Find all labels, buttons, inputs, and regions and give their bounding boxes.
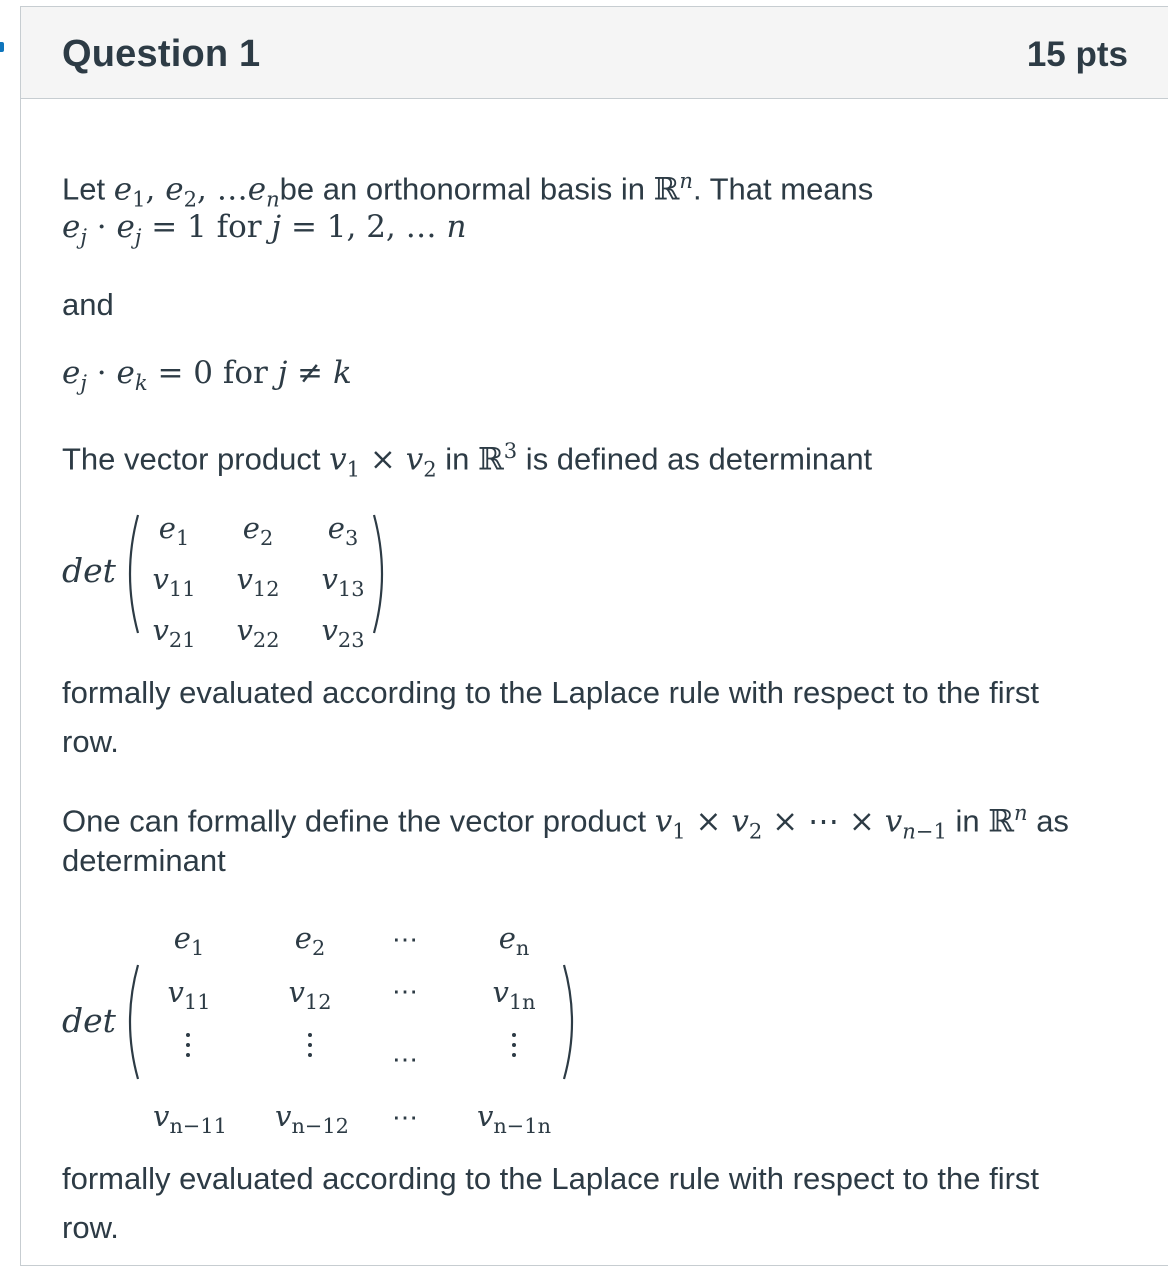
basis-statement: Let $e_1$, $e_2$, $\dots e_nbe$ an orthonormal basis in ℝ$^n$. That means [62, 168, 874, 212]
question-points: 15 pts [1026, 35, 1128, 74]
matrix-cell: $v_{n-11}$ [153, 1099, 227, 1138]
matrix-cell: $v_{11}$ [152, 562, 196, 601]
matrix-cell: $e_n$ [498, 921, 530, 960]
laplace-note-2b: row. [62, 1210, 119, 1245]
matrix-cell: $v_{22}$ [236, 613, 280, 652]
vdots-icon [308, 1033, 314, 1063]
laplace-note-1a: formally evaluated according to the Laplace rule with respect to the first [62, 675, 1040, 710]
right-paren-icon [560, 963, 582, 1081]
matrix-cell: $v_{11}$ [167, 975, 211, 1014]
cross-product-definition: The vector product $v_1 \times v_2$ in ℝ$^3$ is defined as determinant [62, 438, 873, 482]
matrix-cell: $v_{n-12}$ [275, 1099, 349, 1138]
matrix-cell: $e_2$ [294, 921, 326, 960]
matrix-cell: $v_{13}$ [321, 562, 365, 601]
vdots-icon [512, 1033, 518, 1063]
question-title: Question 1 [62, 33, 261, 75]
orthogonality-condition: $e_j \cdot e_k = 0$ for j ≠ k [62, 355, 352, 396]
question-card [20, 6, 1168, 1266]
question-header [21, 7, 1168, 99]
matrix-cell: $v_{21}$ [152, 613, 196, 652]
det-label: det [62, 551, 116, 590]
hdots-icon: ⋯ [392, 925, 420, 955]
left-paren-icon [120, 513, 142, 635]
current-question-marker [0, 42, 4, 52]
matrix-cell: $v_{n-1n}$ [476, 1099, 552, 1138]
general-product-definition-cont: determinant [62, 843, 226, 878]
matrix-cell: $e_3$ [327, 511, 359, 550]
determinant-nxn [62, 913, 622, 1143]
matrix-cell: $v_{1n}$ [492, 975, 536, 1014]
hdots-icon: ⋯ [392, 1103, 420, 1133]
det-label: det [62, 1001, 116, 1040]
right-paren-icon [370, 513, 392, 635]
matrix-cell: $e_2$ [242, 511, 274, 550]
general-product-definition: One can formally define the vector product $v_1 \times v_2$ × ⋯ × $v_{n-1}$ in ℝ$^n$ as [62, 800, 1069, 844]
matrix-cell: $e_1$ [173, 921, 205, 960]
laplace-note-2a: formally evaluated according to the Laplace rule with respect to the first [62, 1161, 1040, 1196]
hdots-icon: ⋯ [392, 1045, 420, 1075]
normality-condition: $e_j \cdot e_j = 1$ for j = 1, 2, … n [62, 209, 467, 250]
laplace-note-1b: row. [62, 724, 119, 759]
matrix-cell: $v_{12}$ [236, 562, 280, 601]
and-text: and [62, 287, 114, 322]
vdots-icon [186, 1033, 192, 1063]
matrix-cell: $v_{23}$ [321, 613, 365, 652]
matrix-cell: $v_{12}$ [288, 975, 332, 1014]
determinant-3x3 [62, 503, 422, 653]
matrix-cell: $e_1$ [158, 511, 190, 550]
left-paren-icon [120, 963, 142, 1081]
hdots-icon: ⋯ [392, 977, 420, 1007]
